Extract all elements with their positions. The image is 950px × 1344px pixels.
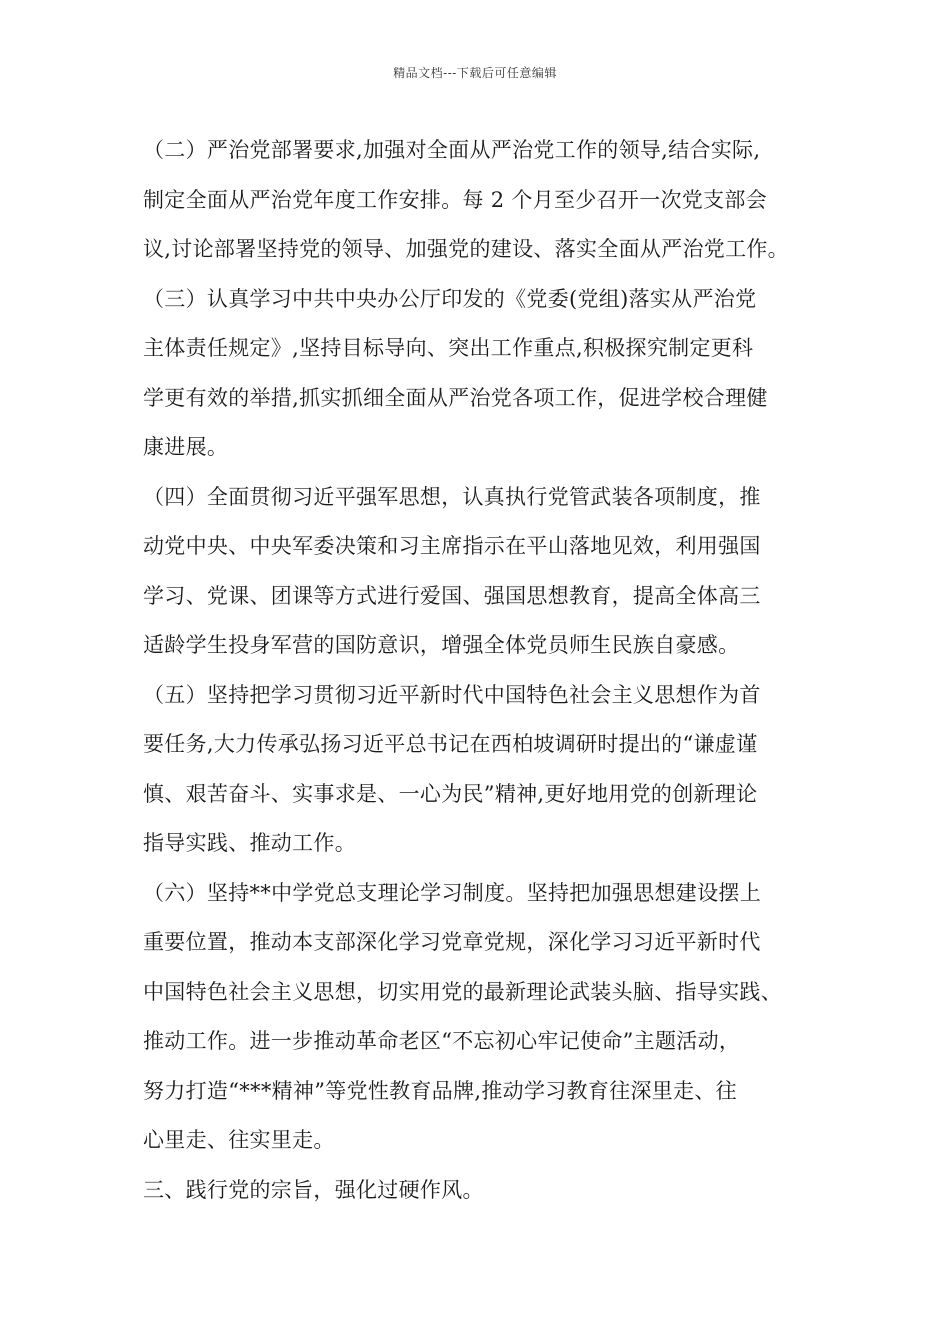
text-line: 适龄学生投身军营的国防意识，增强全体党员师生民族自豪感。 bbox=[143, 633, 740, 657]
text-line: 动党中央、中央军委决策和习主席指示在平山落地见效，利用强国 bbox=[143, 534, 761, 558]
text-line: 学习、党课、团课等方式进行爱国、强国思想教育，提高全体高三 bbox=[143, 583, 761, 608]
text-line: 中国特色社会主义思想，切实用党的最新理论武装头脑、指导实践、 bbox=[143, 979, 782, 1004]
text-line: （二）严治党部署要求,加强对全面从严治党工作的领导,结合实际, bbox=[143, 138, 761, 162]
text-line: 要任务,大力传承弘扬习近平总书记在西柏坡调研时提出的“谦虚谨 bbox=[143, 732, 758, 756]
document-body bbox=[143, 126, 843, 1215]
text-line: 议,讨论部署坚持党的领导、加强党的建设、落实全面从严治党工作。 bbox=[143, 237, 789, 261]
text-line: （四）全面贯彻习近平强军思想，认真执行党管武装各项制度，推 bbox=[143, 484, 761, 509]
text-line: 努力打造“***精神”等党性教育品牌,推动学习教育往深里走、往 bbox=[143, 1078, 737, 1103]
text-line: 学更有效的举措,抓实抓细全面从严治党各项工作，促进学校合理健 bbox=[143, 385, 768, 410]
text-line: （五）坚持把学习贯彻习近平新时代中国特色社会主义思想作为首 bbox=[143, 682, 761, 707]
text-line: 主体责任规定》,坚持目标导向、突出工作重点,积极探究制定更科 bbox=[143, 336, 754, 360]
text-line: 指导实践、推动工作。 bbox=[143, 831, 356, 855]
page-header: 精品文档---下载后可任意编辑 bbox=[393, 66, 557, 80]
text-line: （六）坚持**中学党总支理论学习制度。坚持把加强思想建设摆上 bbox=[143, 880, 761, 905]
text-line: 心里走、往实里走。 bbox=[143, 1128, 335, 1152]
section-heading: 三、践行党的宗旨，强化过硬作风。 bbox=[143, 1177, 484, 1202]
text-line: 重要位置，推动本支部深化学习党章党规，深化学习习近平新时代 bbox=[143, 930, 761, 954]
text-line: （三）认真学习中共中央办公厅印发的《党委(党组)落实从严治党 bbox=[143, 286, 757, 311]
text-line: 康进展。 bbox=[143, 435, 229, 459]
text-line: 推动工作。进一步推动革命老区“不忘初心牢记使命”主题活动， bbox=[143, 1029, 741, 1053]
text-line: 慎、艰苦奋斗、实事求是、一心为民”精神,更好地用党的创新理论 bbox=[143, 781, 758, 806]
text-line: 制定全面从严治党年度工作安排。每 2 个月至少召开一次党支部会 bbox=[143, 187, 768, 212]
